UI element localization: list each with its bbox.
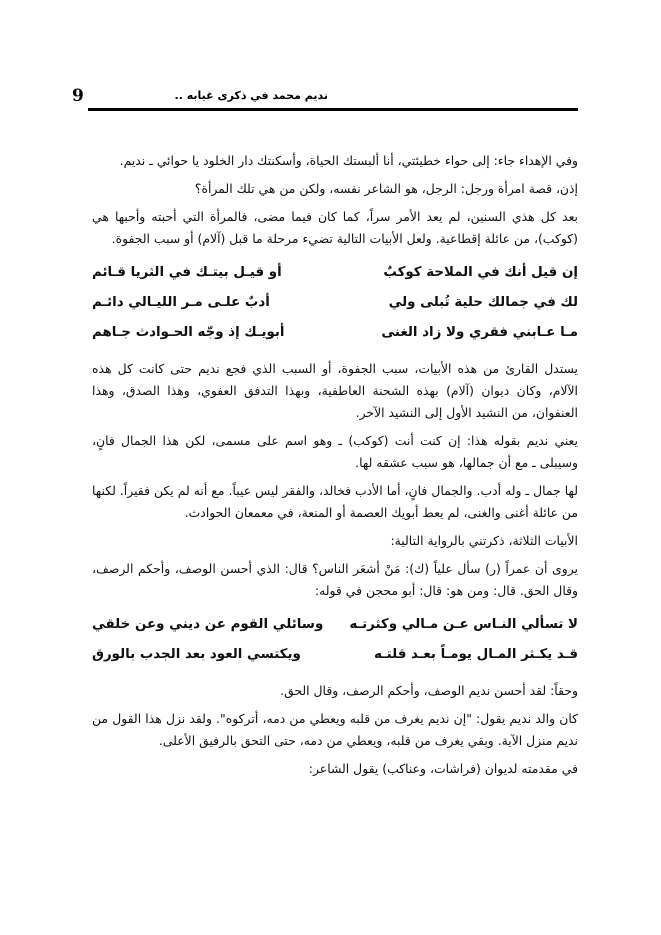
verse-first-hemistich: لا تسألي النـاس عـن مـالي وكثرتـه: [349, 617, 578, 632]
header-rule: [88, 108, 578, 111]
verse-first-hemistich: إن قيل أنك في الملاحة كوكبٌ: [383, 265, 578, 280]
verse-second-hemistich: وسائلي القوم عن ديني وعن خلقي: [92, 617, 324, 632]
verse-line: [92, 640, 578, 670]
paragraph: يروى أن عمراً (ر) سأل علياً (ك): مَنْ أشعَر الناس؟ قال: الذي أحسن الوصف، وأحكم الرصف، وقال الحق. قال: ومن هو: قال: أبو محجن في قوله:: [92, 561, 578, 598]
verse-second-hemistich: أدبٌ علـى مـر الليـالي دائـم: [92, 295, 270, 310]
verse-second-hemistich: أو قيـل بيتـك في الثريا قـائم: [92, 265, 282, 280]
verse-block-2: [92, 610, 578, 670]
verse-line: [92, 288, 578, 318]
page-number: 9: [72, 86, 84, 106]
verse-block-1: [92, 258, 578, 348]
body-text: [92, 150, 578, 786]
verse-first-hemistich: لك في جمالك حلية تُبلى ولي: [388, 295, 578, 310]
paragraph: لها جمال ـ وله أدب. والجمال فانٍ، أما الأدب فخالد، والفقر ليس عيباً. مع أنه لم يكن فقيراً. لكنها من عائلة أغنى والغنى، لم يعط أبويك العصمة أو المنعة، في معمعان الحوادث.: [92, 483, 578, 520]
paragraph: يعني نديم بقوله هذا: إن كنت أنت (كوكب) ـ وهو اسم على مسمى، لكن هذا الجمال فانٍ، وسيبلى ـ مع أن جمالها، هو سبب عشقه لها.: [92, 433, 578, 470]
verse-second-hemistich: ويكتسي العود بعد الجدب بالورق: [92, 647, 301, 662]
paragraph: وفي الإهداء جاء: إلى حواء خطيئتي، أنا ألبستك الحياة، وأسكنتك دار الخلود يا حوائي ـ نديم.: [119, 153, 578, 168]
verse-first-hemistich: مـا عـابني فقري ولا زاد الغنى: [381, 325, 578, 340]
verse-line: [92, 610, 578, 640]
paragraph: وحقاً: لقد أحسن نديم الوصف، وأحكم الرصف، وقال الحق.: [280, 683, 578, 698]
paragraph: الأبيات الثلاثة، ذكرتني بالرواية التالية:: [390, 533, 578, 548]
paragraph: بعد كل هذي السنين، لم يعد الأمر سراً، كما كان فيما مضى، فالمرأة التي أحبته وأحبها هي (كوكب)، من عائلة إقطاعية. ولعل الأبيات التالية تضيء مرحلة ما قبل (آلام) أو سبب الجفوة.: [92, 209, 578, 246]
paragraph: كان والد نديم يقول: "إن نديم يغرف من قلبه ويعطي من دمه، أتركوه". ولقد نزل هذا القول من نديم منزل الآية. وبقي يغرف من قلبه، ويعطي من دمه، حتى التحق بالرفيق الأعلى.: [92, 711, 578, 748]
verse-first-hemistich: قـد يكـثر المـال يومـاً بعـد قلتـه: [373, 647, 578, 662]
paragraph: في مقدمته لديوان (فراشات، وعناكب) يقول الشاعر:: [308, 761, 578, 776]
verse-second-hemistich: أبويـك إذ وجّه الحـوادث جـاهم: [92, 325, 285, 340]
verse-line: [92, 318, 578, 348]
paragraph: يستدل القارئ من هذه الأبيات، سبب الجفوة، أو السبب الذي فجع نديم حتى كانت كل هذه الآلام، وكان ديوان (آلام) بهذه الشحنة العاطفية، وبهذا التدفق العفوي، وهذا الصدق، وهذا العنفوان، من النشيد الأول إلى النشيد الآخر.: [92, 361, 578, 420]
verse-line: [92, 258, 578, 288]
paragraph: إذن، قصة امرأة ورجل: الرجل، هو الشاعر نفسه، ولكن من هي تلك المرأة؟: [194, 181, 578, 196]
running-title: نديم محمد في ذكرى غيابه ..: [174, 89, 328, 102]
